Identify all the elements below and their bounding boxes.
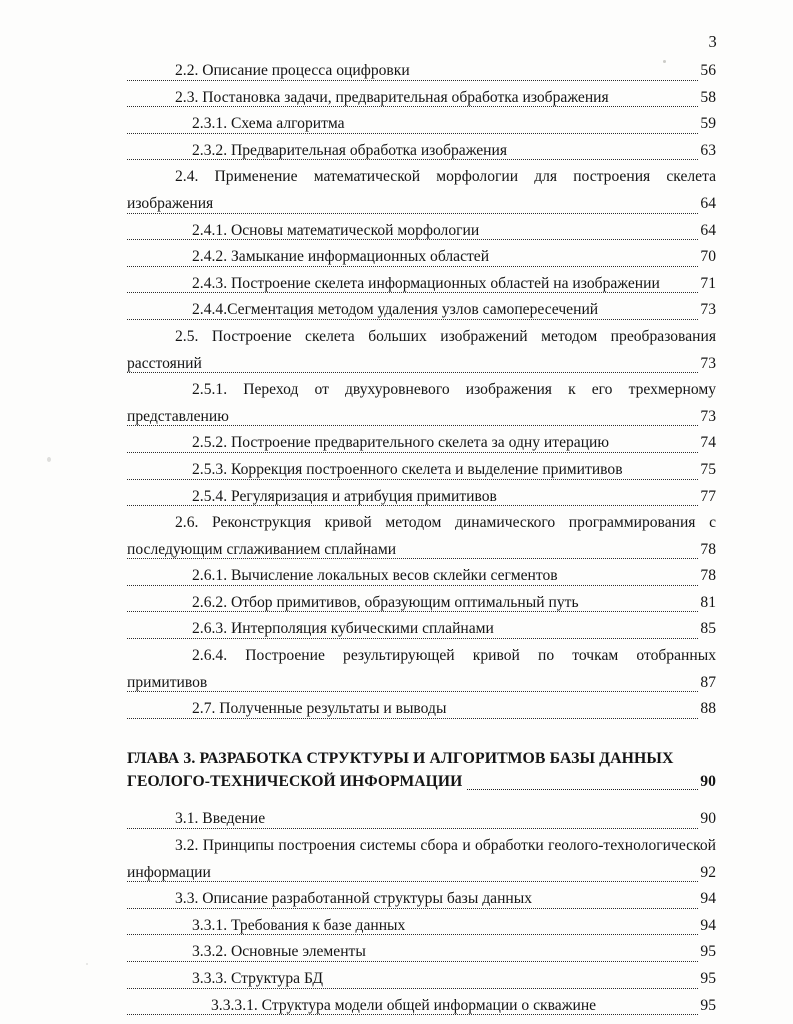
dot-leader [127, 80, 716, 81]
dot-leader [127, 908, 716, 909]
dot-leader [127, 1014, 716, 1015]
toc-entry[interactable] [127, 164, 716, 217]
dot-leader [127, 638, 716, 639]
toc-page-number: 73 [698, 404, 716, 431]
toc-entry-title: 2.3.1. Схема алгоритма [192, 115, 349, 132]
toc-entry-title: 2.6.1. Вычисление локальных весов склейки сегментов [192, 567, 562, 584]
dot-leader [127, 558, 716, 559]
page-number: 3 [708, 32, 717, 51]
toc-entry-title: 2.6. Реконструкция кривой методом динамического программирования с [175, 514, 716, 532]
toc-entry-title: 2.5.1. Переход от двухуровневого изображения к его трехмерному [192, 381, 716, 399]
toc-entry-title: 2.6.4. Построение результирующей кривой по точкам отобранных [192, 647, 716, 665]
toc-entry[interactable] [127, 324, 716, 377]
toc-page-number: 90 [698, 769, 716, 796]
toc-entry[interactable] [127, 484, 716, 511]
toc-page-number: 94 [698, 913, 716, 940]
toc-page-number: 81 [698, 590, 716, 617]
toc-page-number: 87 [698, 670, 716, 697]
dot-leader [127, 292, 716, 293]
toc-entry[interactable] [127, 85, 716, 112]
toc-page-number: 85 [698, 616, 716, 643]
toc-page-number: 59 [698, 111, 716, 138]
dot-leader [127, 479, 716, 480]
toc-page-number: 95 [698, 939, 716, 966]
toc-entry[interactable] [127, 563, 716, 590]
toc-entry-title: 3.3.2. Основные элементы [192, 943, 370, 960]
toc-entry-title: 3.3.3.1. Структура модели общей информации о скважине [211, 997, 600, 1014]
toc-page-number: 58 [698, 85, 716, 112]
toc-page-number: 90 [698, 806, 716, 833]
toc-entry-title: 3.2. Принципы построения системы сбора и обработки геолого-технологической [175, 837, 716, 855]
toc-page-number: 56 [698, 58, 716, 85]
toc-page-number: 88 [698, 696, 716, 723]
table-of-contents [127, 58, 716, 1019]
toc-chapter-heading-line2 [127, 769, 716, 796]
toc-entry[interactable] [127, 510, 716, 563]
toc-entry[interactable] [127, 886, 716, 913]
toc-entry-title-continuation [127, 351, 716, 378]
dot-leader [127, 159, 716, 160]
toc-entry-title: 2.4.3. Построение скелета информационных областей на изображении [192, 275, 664, 292]
toc-entry-title: 2.6.3. Интерполяция кубическими сплайнами [192, 620, 498, 637]
toc-entry-tail-text: последующим сглаживанием сплайнами [127, 541, 400, 558]
toc-entry[interactable] [127, 966, 716, 993]
toc-entry-title-continuation [127, 860, 716, 887]
dot-leader [127, 106, 716, 107]
toc-entry-title: 3.3.1. Требования к базе данных [192, 917, 409, 934]
dot-leader [127, 718, 716, 719]
toc-entry[interactable] [127, 833, 716, 886]
toc-entry-title: 2.2. Описание процесса оцифровки [175, 62, 414, 79]
dot-leader [127, 266, 716, 267]
toc-page-number: 73 [698, 297, 716, 324]
toc-entry[interactable] [127, 271, 716, 298]
toc-page-number: 92 [698, 860, 716, 887]
toc-entry-title-continuation [127, 670, 716, 697]
dot-leader [127, 961, 716, 962]
scan-speck [86, 963, 88, 965]
toc-entry-title: 2.4.1. Основы математической морфологии [192, 222, 483, 239]
toc-page-number: 95 [698, 993, 716, 1020]
toc-entry[interactable] [127, 377, 716, 430]
toc-entry[interactable] [127, 111, 716, 138]
toc-entry-title: 2.4.2. Замыкание информационных областей [192, 248, 493, 265]
toc-entry-title: 2.5.3. Коррекция построенного скелета и выделение примитивов [192, 461, 627, 478]
toc-entry-tail-text: изображения [127, 195, 217, 212]
toc-page-number: 64 [698, 191, 716, 218]
toc-entry-tail-text: представлению [127, 408, 233, 425]
dot-leader [127, 133, 716, 134]
toc-entry[interactable] [127, 590, 716, 617]
toc-entry-title-continuation [127, 404, 716, 431]
toc-entry[interactable] [127, 457, 716, 484]
toc-page-number: 74 [698, 430, 716, 457]
toc-entry-title: 2.5.2. Построение предварительного скелета за одну итерацию [192, 434, 613, 451]
dot-leader [127, 881, 716, 882]
toc-entry-title: 2.6.2. Отбор примитивов, образующим оптимальный путь [192, 594, 583, 611]
toc-entry[interactable] [127, 138, 716, 165]
toc-chapter-heading[interactable] [127, 748, 716, 796]
dot-leader [127, 213, 716, 214]
toc-entry[interactable] [127, 616, 716, 643]
toc-page-number: 71 [698, 271, 716, 298]
toc-chapter-heading-line1: ГЛАВА 3. РАЗРАБОТКА СТРУКТУРЫ И АЛГОРИТМОВ БАЗЫ ДАННЫХ [127, 749, 674, 767]
spacer [127, 723, 716, 732]
toc-page-number: 70 [698, 244, 716, 271]
scan-speck [47, 457, 51, 462]
toc-entry-title: 3.3. Описание разработанной структуры базы данных [175, 890, 536, 907]
toc-entry[interactable] [127, 58, 716, 85]
dot-leader [127, 611, 716, 612]
toc-entry[interactable] [127, 806, 716, 833]
dot-leader [127, 239, 716, 240]
dot-leader [127, 452, 716, 453]
toc-page-number: 78 [698, 563, 716, 590]
toc-entry-tail-text: расстояний [127, 355, 206, 372]
toc-page-number: 73 [698, 351, 716, 378]
toc-entry-title: 3.1. Введение [175, 810, 269, 827]
toc-entry[interactable] [127, 696, 716, 723]
dot-leader [127, 505, 716, 506]
toc-entry-title: 2.5. Построение скелета больших изображений методом преобразования [175, 327, 716, 345]
dot-leader [127, 319, 716, 320]
toc-entry-title: 2.5.4. Регуляризация и атрибуция примитивов [192, 488, 501, 505]
toc-entry[interactable] [127, 244, 716, 271]
toc-entry[interactable] [127, 430, 716, 457]
toc-chapter-heading-text: ГЕОЛОГО-ТЕХНИЧЕСКОЙ ИНФОРМАЦИИ [127, 773, 466, 790]
toc-entry-tail-text: примитивов [127, 674, 211, 691]
toc-entry[interactable] [127, 913, 716, 940]
dot-leader [127, 372, 716, 373]
toc-page-number: 64 [698, 218, 716, 245]
toc-page-number: 94 [698, 886, 716, 913]
toc-page-number: 77 [698, 484, 716, 511]
toc-entry[interactable] [127, 297, 716, 324]
toc-entry-title: 3.3.3. Структура БД [192, 970, 327, 987]
dot-leader [127, 988, 716, 989]
dot-leader [127, 425, 716, 426]
toc-entry[interactable] [127, 643, 716, 696]
toc-entry-title: 2.4.4.Сегментация методом удаления узлов самопересечений [192, 301, 602, 318]
toc-page-number: 75 [698, 457, 716, 484]
dot-leader [127, 691, 716, 692]
toc-entry-title-continuation [127, 191, 716, 218]
dot-leader [127, 934, 716, 935]
toc-page-number: 95 [698, 966, 716, 993]
toc-entry-title: 2.3.2. Предварительная обработка изображения [192, 142, 511, 159]
toc-page-number: 78 [698, 537, 716, 564]
toc-entry-title: 2.3. Постановка задачи, предварительная обработка изображения [175, 89, 613, 106]
dot-leader [127, 585, 716, 586]
dot-leader [127, 828, 716, 829]
toc-entry[interactable] [127, 993, 716, 1020]
toc-entry[interactable] [127, 218, 716, 245]
toc-page-number: 63 [698, 138, 716, 165]
toc-entry-title: 2.4. Применение математической морфологии для построения скелета [175, 168, 716, 186]
toc-entry[interactable] [127, 939, 716, 966]
toc-entry-title: 2.7. Полученные результаты и выводы [192, 700, 450, 717]
toc-entry-title-continuation [127, 537, 716, 564]
toc-entry-tail-text: информации [127, 864, 215, 881]
